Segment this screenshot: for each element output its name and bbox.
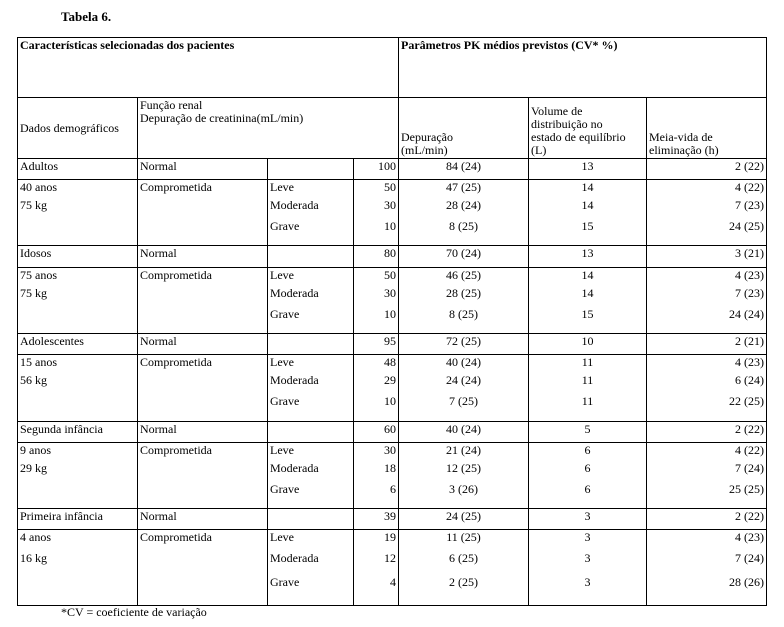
severity-line: Grave bbox=[270, 218, 300, 233]
crcl-values-line: 19 bbox=[384, 530, 396, 545]
volume-values bbox=[529, 355, 647, 421]
clearance-value: 84 (24) bbox=[399, 158, 529, 179]
footnote: *CV = coeficiente de variação bbox=[61, 605, 207, 619]
volume-value: 3 bbox=[529, 509, 647, 530]
demographics-line: 75 kg bbox=[20, 197, 47, 212]
header-renal-line1: Função renal bbox=[140, 98, 203, 113]
crcl-value: 80 bbox=[354, 246, 399, 267]
half-life-values-line: 28 (26) bbox=[729, 575, 764, 590]
crcl-value: 100 bbox=[354, 158, 399, 179]
volume-values-line: 14 bbox=[581, 197, 594, 212]
volume-value: 13 bbox=[529, 158, 647, 179]
table-row bbox=[18, 267, 767, 333]
crcl-values-line: 10 bbox=[384, 218, 396, 233]
severity bbox=[268, 530, 354, 606]
half-life-values bbox=[647, 442, 767, 508]
crcl-values bbox=[354, 442, 399, 508]
volume-values-line: 14 bbox=[581, 267, 594, 282]
severity-line: Grave bbox=[270, 481, 300, 496]
severity-empty bbox=[268, 421, 354, 442]
crcl-value: 95 bbox=[354, 334, 399, 355]
renal-status: Comprometida bbox=[138, 442, 268, 508]
crcl-values-line: 6 bbox=[390, 481, 396, 496]
half-life-values-line: 7 (23) bbox=[735, 285, 764, 300]
severity-line: Grave bbox=[270, 575, 300, 590]
renal-status: Comprometida bbox=[138, 267, 268, 333]
clearance-values-line: 46 (25) bbox=[446, 267, 481, 282]
severity-line: Leve bbox=[270, 267, 294, 282]
group-name: Primeira infância bbox=[18, 509, 138, 530]
demographics-line: 75 kg bbox=[20, 285, 47, 300]
volume-value: 10 bbox=[529, 334, 647, 355]
crcl-values bbox=[354, 355, 399, 421]
clearance-values-line: 8 (25) bbox=[449, 306, 478, 321]
crcl-value: 39 bbox=[354, 509, 399, 530]
half-life-values bbox=[647, 355, 767, 421]
half-life-values-line: 4 (23) bbox=[735, 355, 764, 370]
clearance-values bbox=[399, 267, 529, 333]
half-life-value: 2 (21) bbox=[647, 334, 767, 355]
demographics-line: 9 anos bbox=[20, 442, 51, 457]
demographics-line: 4 anos bbox=[20, 530, 51, 545]
clearance-values bbox=[399, 442, 529, 508]
severity-line: Moderada bbox=[270, 551, 319, 566]
severity bbox=[268, 267, 354, 333]
clearance-values-line: 6 (25) bbox=[449, 551, 478, 566]
half-life-values-line: 25 (25) bbox=[729, 481, 764, 496]
volume-values-line: 14 bbox=[581, 285, 594, 300]
pk-parameters-table bbox=[17, 37, 767, 606]
renal-status: Comprometida bbox=[138, 530, 268, 606]
half-life-value: 2 (22) bbox=[647, 158, 767, 179]
volume-values-line: 15 bbox=[581, 306, 594, 321]
half-life-values-line: 4 (23) bbox=[735, 267, 764, 282]
crcl-values-line: 10 bbox=[384, 394, 396, 409]
clearance-value: 24 (25) bbox=[399, 509, 529, 530]
renal-status: Normal bbox=[138, 334, 268, 355]
severity-line: Grave bbox=[270, 394, 300, 409]
severity-line: Moderada bbox=[270, 373, 319, 388]
half-life-values-line: 4 (22) bbox=[735, 179, 764, 194]
clearance-values-line: 7 (25) bbox=[449, 394, 478, 409]
severity bbox=[268, 179, 354, 245]
demographics-line: 16 kg bbox=[20, 551, 47, 566]
half-life-values-line: 7 (23) bbox=[735, 197, 764, 212]
clearance-values bbox=[399, 355, 529, 421]
renal-status: Normal bbox=[138, 158, 268, 179]
header-patient-characteristics: Características selecionadas dos pacientes bbox=[18, 38, 399, 98]
crcl-values-line: 50 bbox=[384, 179, 396, 194]
crcl-values-line: 10 bbox=[384, 306, 396, 321]
demographics-line: 29 kg bbox=[20, 460, 47, 475]
severity-empty bbox=[268, 509, 354, 530]
clearance-value: 70 (24) bbox=[399, 246, 529, 267]
volume-values-line: 11 bbox=[581, 373, 594, 388]
renal-status: Normal bbox=[138, 509, 268, 530]
demographics bbox=[18, 442, 138, 508]
severity-line: Leve bbox=[270, 179, 294, 194]
crcl-values-line: 18 bbox=[384, 460, 396, 475]
half-life-values-line: 22 (25) bbox=[729, 394, 764, 409]
clearance-values-line: 21 (24) bbox=[446, 442, 481, 457]
volume-values-line: 3 bbox=[584, 530, 591, 545]
half-life-values bbox=[647, 179, 767, 245]
header-demographics: Dados demográficos bbox=[18, 98, 138, 158]
clearance-values-line: 24 (24) bbox=[446, 373, 481, 388]
severity-line: Grave bbox=[270, 306, 300, 321]
crcl-values-line: 29 bbox=[384, 373, 396, 388]
severity-line: Leve bbox=[270, 530, 294, 545]
half-life-values-line: 24 (25) bbox=[729, 218, 764, 233]
table-row bbox=[18, 355, 767, 421]
clearance-values-line: 40 (24) bbox=[446, 355, 481, 370]
header-row-columns bbox=[18, 98, 767, 158]
clearance-values-line: 3 (26) bbox=[449, 481, 478, 496]
volume-values bbox=[529, 530, 647, 606]
clearance-values-line: 47 (25) bbox=[446, 179, 481, 194]
clearance-values-line: 2 (25) bbox=[449, 575, 478, 590]
half-life-values-line: 7 (24) bbox=[735, 551, 764, 566]
volume-values-line: 11 bbox=[581, 355, 594, 370]
demographics bbox=[18, 530, 138, 606]
renal-status: Normal bbox=[138, 421, 268, 442]
half-life-values-line: 4 (22) bbox=[735, 442, 764, 457]
half-life-values bbox=[647, 530, 767, 606]
header-renal-line2: Depuração de creatinina(mL/min) bbox=[140, 111, 304, 126]
half-life-value: 3 (21) bbox=[647, 246, 767, 267]
renal-status: Comprometida bbox=[138, 355, 268, 421]
renal-status: Comprometida bbox=[138, 179, 268, 245]
crcl-values-line: 30 bbox=[384, 285, 396, 300]
table-row bbox=[18, 442, 767, 508]
half-life-values-line: 6 (24) bbox=[735, 373, 764, 388]
crcl-values-line: 12 bbox=[384, 551, 396, 566]
volume-values-line: 11 bbox=[581, 394, 594, 409]
demographics bbox=[18, 267, 138, 333]
clearance-values-line: 8 (25) bbox=[449, 218, 478, 233]
crcl-values-line: 30 bbox=[384, 442, 396, 457]
header-clearance: Depuração (mL/min) bbox=[399, 98, 529, 158]
demographics-line: 40 anos bbox=[20, 179, 57, 194]
crcl-values-line: 48 bbox=[384, 355, 396, 370]
demographics bbox=[18, 355, 138, 421]
demographics bbox=[18, 179, 138, 245]
volume-values-line: 3 bbox=[584, 551, 591, 566]
table-row bbox=[18, 530, 767, 606]
demographics-line: 56 kg bbox=[20, 373, 47, 388]
volume-value: 5 bbox=[529, 421, 647, 442]
severity-line: Leve bbox=[270, 355, 294, 370]
table-row bbox=[18, 421, 767, 442]
half-life-value: 2 (22) bbox=[647, 421, 767, 442]
table-title: Tabela 6. bbox=[61, 9, 112, 24]
volume-values-line: 6 bbox=[584, 442, 591, 457]
severity-line: Moderada bbox=[270, 285, 319, 300]
crcl-values-line: 50 bbox=[384, 267, 396, 282]
half-life-values-line: 7 (24) bbox=[735, 460, 764, 475]
crcl-values bbox=[354, 267, 399, 333]
group-name: Adultos bbox=[18, 158, 138, 179]
crcl-values-line: 4 bbox=[390, 575, 396, 590]
half-life-values-line: 24 (24) bbox=[729, 306, 764, 321]
severity bbox=[268, 442, 354, 508]
clearance-values bbox=[399, 179, 529, 245]
clearance-values bbox=[399, 530, 529, 606]
volume-values-line: 14 bbox=[581, 179, 594, 194]
header-renal-function bbox=[138, 98, 399, 158]
group-name: Segunda infância bbox=[18, 421, 138, 442]
severity-empty bbox=[268, 246, 354, 267]
table-row bbox=[18, 334, 767, 355]
volume-value: 13 bbox=[529, 246, 647, 267]
clearance-value: 72 (25) bbox=[399, 334, 529, 355]
header-row-groups bbox=[18, 38, 767, 98]
half-life-values-line: 4 (23) bbox=[735, 530, 764, 545]
clearance-values-line: 28 (24) bbox=[446, 197, 481, 212]
group-name: Idosos bbox=[18, 246, 138, 267]
table-row bbox=[18, 158, 767, 179]
volume-values-line: 3 bbox=[584, 575, 591, 590]
severity-empty bbox=[268, 158, 354, 179]
severity-line: Leve bbox=[270, 442, 294, 457]
half-life-value: 2 (22) bbox=[647, 509, 767, 530]
demographics-line: 75 anos bbox=[20, 267, 57, 282]
clearance-values-line: 11 (25) bbox=[446, 530, 481, 545]
crcl-values-line: 30 bbox=[384, 197, 396, 212]
table-row bbox=[18, 246, 767, 267]
severity-line: Moderada bbox=[270, 197, 319, 212]
severity bbox=[268, 355, 354, 421]
table-row bbox=[18, 509, 767, 530]
header-half-life: Meia-vida de eliminação (h) bbox=[647, 98, 767, 158]
volume-values bbox=[529, 267, 647, 333]
severity-empty bbox=[268, 334, 354, 355]
volume-values-line: 15 bbox=[581, 218, 594, 233]
volume-values-line: 6 bbox=[584, 481, 591, 496]
group-name: Adolescentes bbox=[18, 334, 138, 355]
crcl-values bbox=[354, 530, 399, 606]
table-row bbox=[18, 179, 767, 245]
clearance-values-line: 12 (25) bbox=[446, 460, 481, 475]
renal-status: Normal bbox=[138, 246, 268, 267]
crcl-value: 60 bbox=[354, 421, 399, 442]
volume-values-line: 6 bbox=[584, 460, 591, 475]
clearance-value: 40 (24) bbox=[399, 421, 529, 442]
header-volume: Volume de distribuição no estado de equilíbrio (L) bbox=[529, 98, 647, 158]
crcl-values bbox=[354, 179, 399, 245]
clearance-values-line: 28 (25) bbox=[446, 285, 481, 300]
demographics-line: 15 anos bbox=[20, 355, 57, 370]
half-life-values bbox=[647, 267, 767, 333]
volume-values bbox=[529, 179, 647, 245]
volume-values bbox=[529, 442, 647, 508]
header-pk-parameters: Parâmetros PK médios previstos (CV* %) bbox=[399, 38, 767, 98]
severity-line: Moderada bbox=[270, 460, 319, 475]
